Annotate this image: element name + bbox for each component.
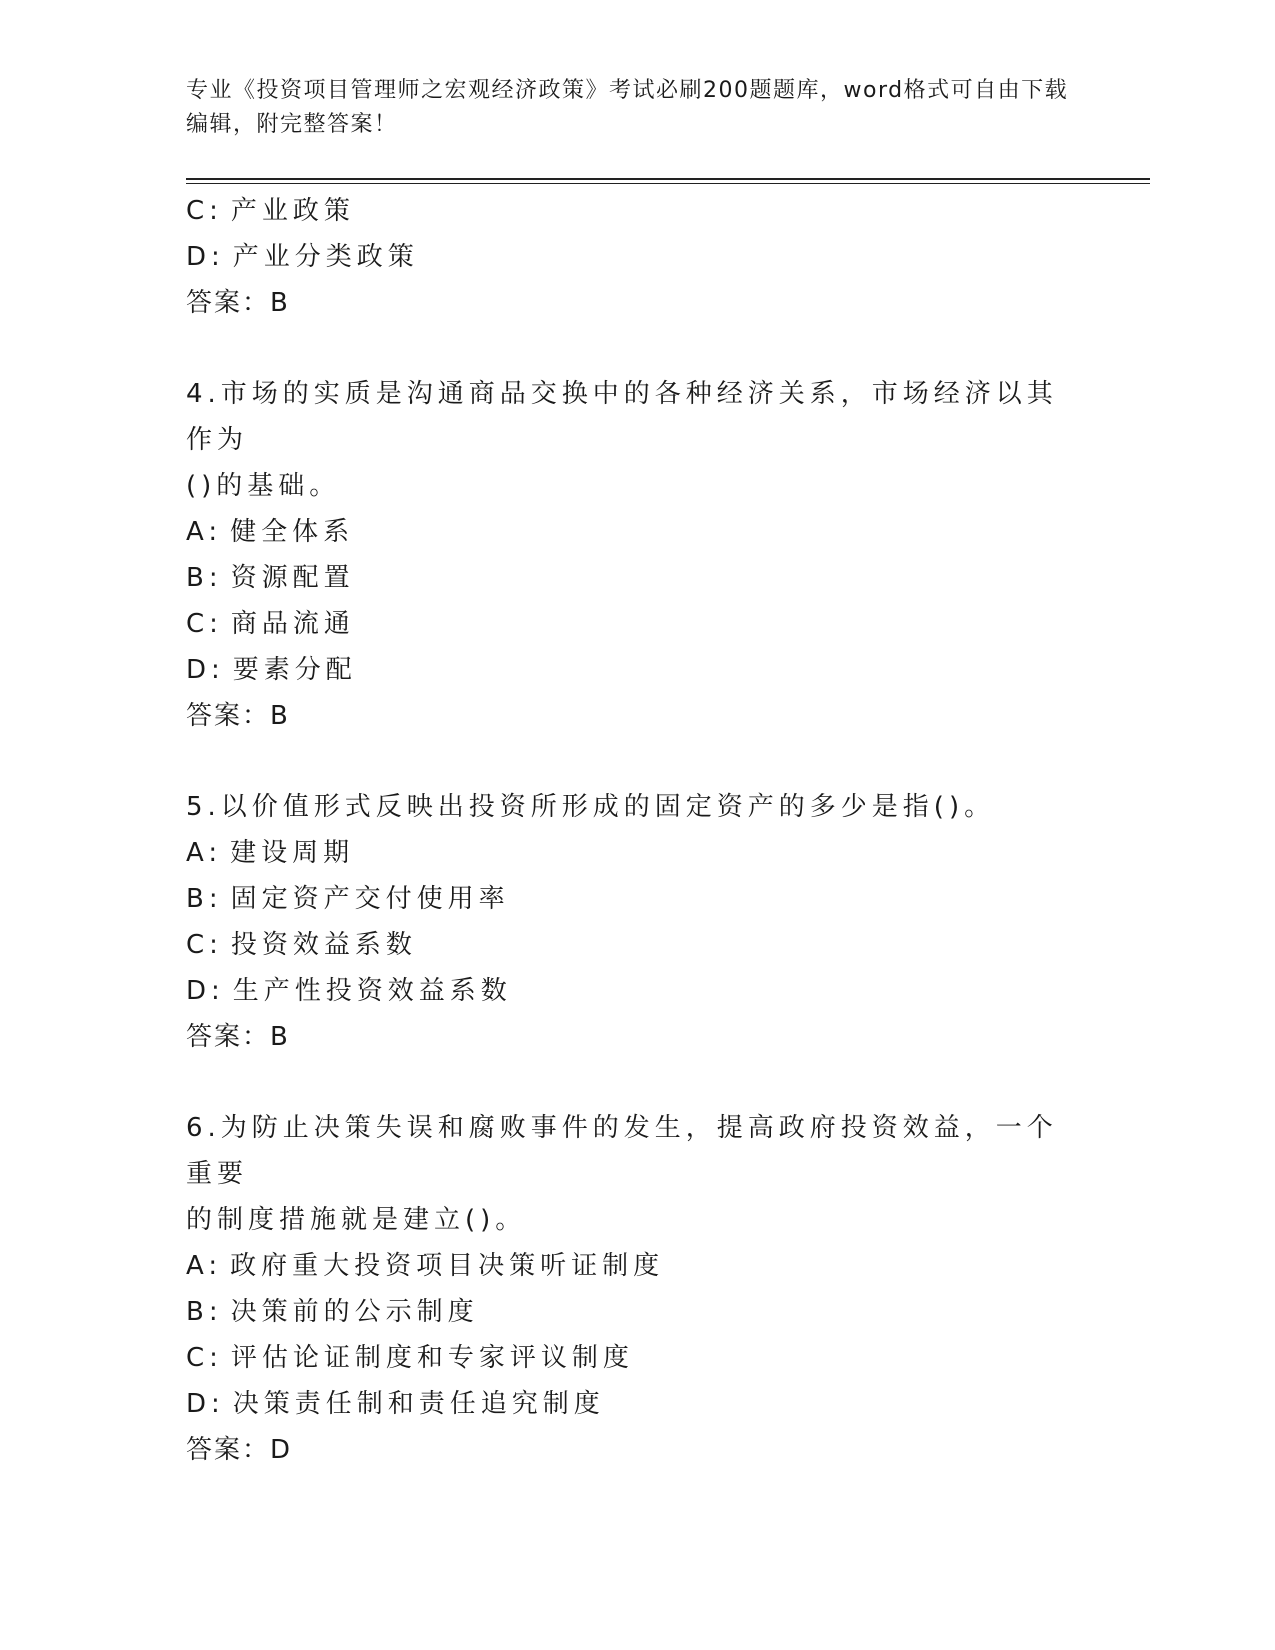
question-stem: 4.市场的实质是沟通商品交换中的各种经济关系，市场经济以其作为	[186, 379, 1058, 455]
option-d: D: 产业分类政策	[186, 242, 419, 272]
question-stem-cont: 的制度措施就是建立()。	[186, 1205, 527, 1235]
option-a: A: 健全体系	[186, 517, 355, 547]
option-c: C: 评估论证制度和专家评议制度	[186, 1343, 634, 1373]
option-c: C: 产业政策	[186, 196, 355, 226]
document-header: 专业《投资项目管理师之宏观经济政策》考试必刷200题题库，word格式可自由下载编辑，附完整答案！	[186, 78, 1069, 137]
option-b: B: 固定资产交付使用率	[186, 884, 510, 914]
option-b: B: 决策前的公示制度	[186, 1297, 479, 1327]
answer-line: 答案：B	[186, 1022, 290, 1052]
answer-line: 答案：B	[186, 288, 290, 318]
question-4	[186, 371, 1086, 739]
question-stem-cont: ()的基础。	[186, 471, 341, 501]
document-content	[186, 188, 1086, 1473]
question-6	[186, 1105, 1086, 1473]
header-rule-thick	[186, 178, 1150, 180]
option-c: C: 商品流通	[186, 609, 355, 639]
answer-line: 答案：B	[186, 701, 290, 731]
header-rule-thin	[186, 183, 1150, 184]
option-a: A: 建设周期	[186, 838, 355, 868]
option-a: A: 政府重大投资项目决策听证制度	[186, 1251, 665, 1281]
question-stem: 5.以价值形式反映出投资所形成的固定资产的多少是指()。	[186, 792, 996, 822]
option-d: D: 决策责任制和责任追究制度	[186, 1389, 605, 1419]
answer-line: 答案：D	[186, 1435, 293, 1465]
option-d: D: 要素分配	[186, 655, 357, 685]
option-d: D: 生产性投资效益系数	[186, 976, 512, 1006]
option-c: C: 投资效益系数	[186, 930, 417, 960]
option-b: B: 资源配置	[186, 563, 355, 593]
question-5	[186, 784, 1086, 1060]
question-stem: 6.为防止决策失误和腐败事件的发生，提高政府投资效益，一个重要	[186, 1113, 1058, 1189]
question-3-continued	[186, 188, 1086, 326]
